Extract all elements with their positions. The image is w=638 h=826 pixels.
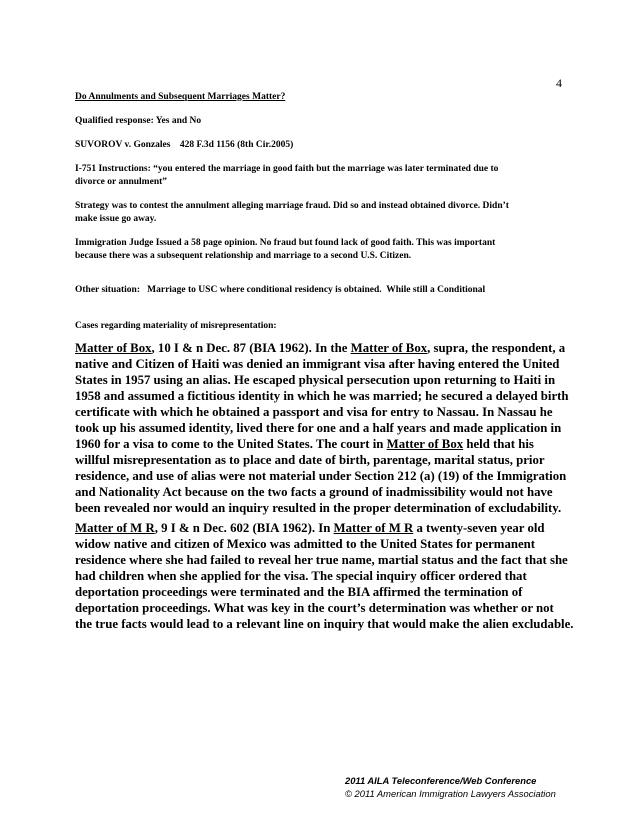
section-title: Do Annulments and Subsequent Marriages Matter? (75, 92, 286, 102)
footer-conference: 2011 AILA Teleconference/Web Conference (345, 775, 537, 786)
case-reference: Matter of Box (386, 437, 464, 451)
immigration-judge-paragraph: Immigration Judge Issued a 58 page opinion. No fraud but found lack of good faith. This was important because there was a subsequent relationship and marriage to a second U.S. Citizen. (75, 238, 496, 261)
page-number: 4 (556, 76, 562, 90)
case-title-link: Matter of Box (75, 341, 152, 355)
matter-of-mr-paragraph: Matter of M R, 9 I & n Dec. 602 (BIA 1962). In Matter of M R a twenty-seven year old widow native and citizen of Mexico was admitted to the United States for permanent residence where she had failed to reveal her true name, martial status and the fact that she had children when she applied for the visa. The special inquiry officer ordered that deportation proceedings were terminated and the BIA affirmed the termination of deportation proceedings. What was key in the court’s determination was whether or not the true facts would lead to a relevant line on inquiry that would make the alien excludable. (75, 521, 574, 631)
page-footer (345, 774, 556, 800)
other-situation: Other situation: Marriage to USC where conditional residency is obtained. While still a Conditional (75, 285, 486, 295)
case-reference: Matter of M R (333, 521, 414, 535)
case-reference: Matter of Box (350, 341, 428, 355)
matter-of-box-paragraph: Matter of Box, 10 I & n Dec. 87 (BIA 1962). In the Matter of Box, supra, the respondent, a native and Citizen of Haiti was denied an immigrant visa after having entered the United States in 1957 using an alias. He escaped physical persecution upon returning to Haiti in 1958 and assumed a fictitious identity in which he was married; he secured a delayed birth certificate with which he obtained a passport and visa for entry to Nassau. In Nassau he took up his assumed identity, lived there for one and a half years and made application in 1960 for a visa to come to the United States. The court in Matter of Box held that his willful misrepresentation as to place and date of birth, parentage, marital status, prior residence, and use of alias were not material under Section 212 (a) (19) of the Immigration and Nationality Act because on the two facts a ground of inadmissibility would not have been revealed nor would an inquiry resulted in the proper determination of excludability. (75, 341, 569, 515)
case-title-link: Matter of M R (75, 521, 155, 535)
section-heading (75, 91, 575, 104)
i751-instructions: I-751 Instructions: “you entered the marriage in good faith but the marriage was later terminated due to divorce or annulment” (75, 164, 499, 187)
strategy-paragraph: Strategy was to contest the annulment alleging marriage fraud. Did so and instead obtained divorce. Didn’t make issue go away. (75, 201, 509, 224)
footer-copyright: © 2011 American Immigration Lawyers Association (345, 788, 556, 799)
case-citation: SUVOROV v. Gonzales 428 F.3d 1156 (8th Cir.2005) (75, 140, 294, 150)
qualified-response: Qualified response: Yes and No (75, 116, 202, 126)
cases-heading: Cases regarding materiality of misrepresentation: (75, 321, 277, 331)
